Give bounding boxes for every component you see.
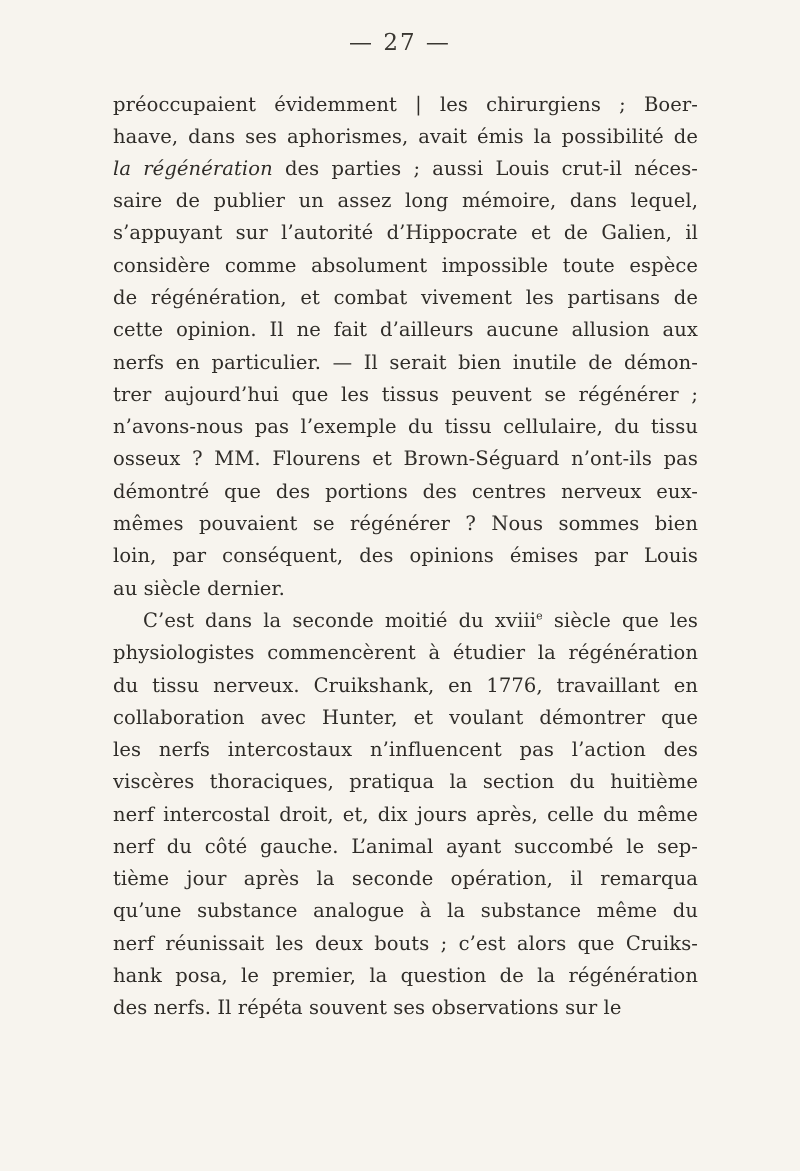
text-run: physiologistes commencèrent à étudier la régénération: [113, 641, 698, 664]
text-run: tième jour après la seconde opération, il remarqua: [113, 867, 698, 890]
text-line: [113, 446, 698, 472]
text-line: [113, 640, 698, 666]
text-line: [113, 705, 698, 731]
text-line: [113, 834, 698, 860]
text-run: n’avons-nous pas l’exemple du tissu cellulaire, du tissu: [113, 415, 698, 438]
text-run: haave, dans ses aphorismes, avait émis la possibilité de: [113, 125, 698, 148]
text-run: considère comme absolument impossible toute espèce: [113, 254, 698, 277]
text-line: [113, 737, 698, 763]
text-line: [113, 156, 698, 182]
text-line: [113, 898, 698, 924]
text-run: loin, par conséquent, des opinions émises par Louis: [113, 544, 698, 567]
text-run: nerfs en particulier. — Il serait bien inutile de démon-: [113, 351, 698, 374]
text-run: du tissu nerveux. Cruikshank, en 1776, travaillant en: [113, 674, 698, 697]
text-line: [113, 124, 698, 150]
text-run: cette opinion. Il ne fait d’ailleurs aucune allusion aux: [113, 318, 698, 341]
text-line: [113, 802, 698, 828]
text-run: qu’une substance analogue à la substance même du: [113, 899, 698, 922]
text-run: nerf intercostal droit, et, dix jours après, celle du même: [113, 803, 698, 826]
text-run: nerf du côté gauche. L’animal ayant succombé le sep-: [113, 835, 698, 858]
text-run: s’appuyant sur l’autorité d’Hippocrate et de Galien, il: [113, 221, 698, 244]
text-run: viscères thoraciques, pratiqua la section du huitième: [113, 770, 698, 793]
text-run: mêmes pouvaient se régénérer ? Nous sommes bien: [113, 512, 698, 535]
text-line: [113, 769, 698, 795]
text-line: [113, 414, 698, 440]
page-number: — 27 —: [349, 30, 451, 56]
text-line: [113, 673, 698, 699]
text-line: [113, 479, 698, 505]
text-run: saire de publier un assez long mémoire, dans lequel,: [113, 189, 698, 212]
text-line: [113, 285, 698, 311]
text-line: [113, 188, 698, 214]
text-line: [113, 866, 698, 892]
italic-text: la régénération: [113, 157, 273, 180]
text-run: siècle que les: [542, 609, 698, 632]
text-run: démontré que des portions des centres nerveux eux-: [113, 480, 698, 503]
text-line: [113, 92, 698, 118]
text-line: [113, 931, 698, 957]
text-line: [113, 995, 698, 1021]
text-line: [143, 608, 698, 634]
text-run: les nerfs intercostaux n’influencent pas l’action des: [113, 738, 698, 761]
text-run: nerf réunissait les deux bouts ; c’est alors que Cruiks-: [113, 932, 698, 955]
text-run: trer aujourd’hui que les tissus peuvent se régénérer ;: [113, 383, 698, 406]
text-run: préoccupaient évidemment | les chirurgiens ; Boer-: [113, 93, 698, 116]
text-line: [113, 350, 698, 376]
text-line: [113, 963, 698, 989]
text-run: osseux ? MM. Flourens et Brown-Séguard n’ont-ils pas: [113, 447, 698, 470]
text-run: hank posa, le premier, la question de la régénération: [113, 964, 698, 987]
text-run: des parties ; aussi Louis crut-il néces-: [272, 157, 698, 180]
text-line: [113, 382, 698, 408]
superscript-text: e: [536, 609, 543, 623]
text-line: [113, 511, 698, 537]
text-run: collaboration avec Hunter, et voulant démontrer que: [113, 706, 698, 729]
text-run: de régénération, et combat vivement les partisans de: [113, 286, 698, 309]
text-line: [113, 317, 698, 343]
text-line: [113, 220, 698, 246]
text-run: C’est dans la seconde moitié du xviii: [143, 609, 537, 632]
text-line: [113, 543, 698, 569]
text-line: [113, 576, 698, 602]
text-line: [113, 253, 698, 279]
text-run: des nerfs. Il répéta souvent ses observations sur le: [113, 996, 622, 1019]
text-run: au siècle dernier.: [113, 577, 285, 600]
